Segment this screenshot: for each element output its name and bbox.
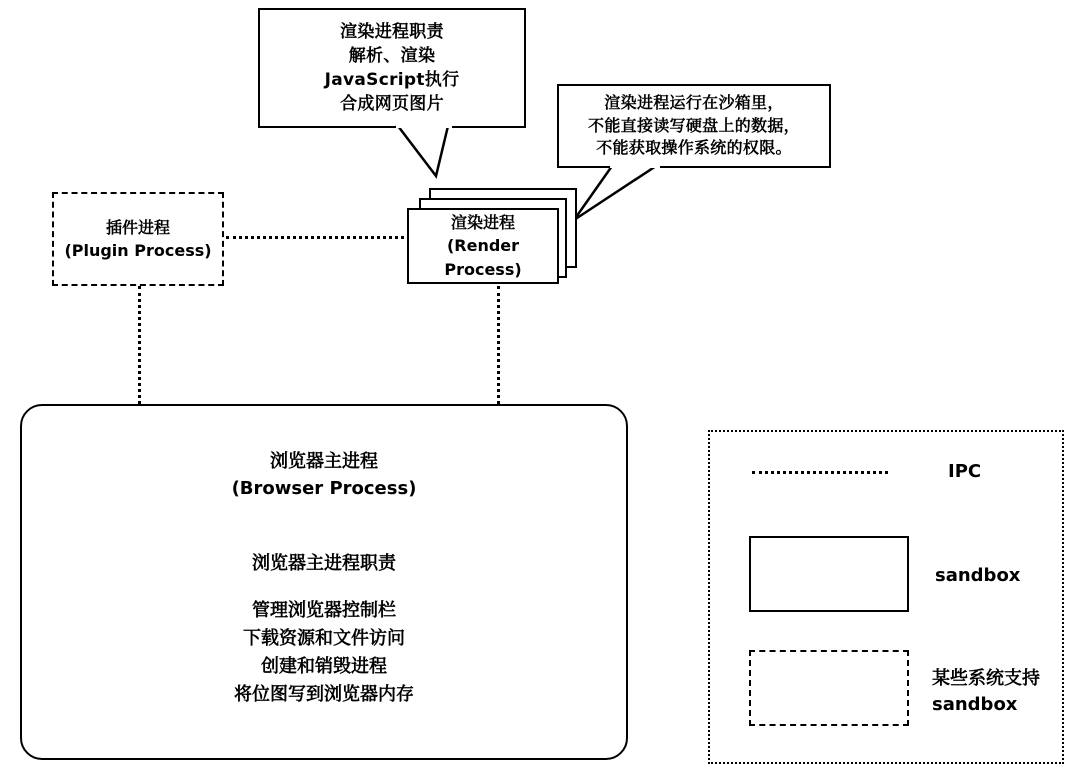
ipc-link-plugin-browser [138,286,141,404]
ipc-link-plugin-render [226,236,422,239]
node-plugin-process-line-2: (Plugin Process) [64,241,212,260]
callout-render-duty-line-4: 合成网页图片 [340,94,444,115]
legend-partial-sandbox-label-line-1: 某些系统支持 [932,668,1040,689]
browser-process-title-line-2: (Browser Process) [231,478,417,499]
callout-render-duty-line-1: 渲染进程职责 [340,21,444,42]
legend-partial-sandbox-label [932,666,1072,718]
legend-sandbox-label: sandbox [935,565,1021,586]
browser-process-duty-1: 管理浏览器控制栏 [252,600,396,621]
callout-render-duty-tail [396,124,456,180]
callout-sandbox-note [557,84,831,168]
legend-sandbox-symbol-solid-rect [749,536,909,612]
legend-ipc-label: IPC [948,461,982,482]
ipc-link-render-browser [497,286,500,404]
legend-partial-sandbox-label-line-2: sandbox [932,694,1018,716]
callout-sandbox-note-line-2: 不能直接读写硬盘上的数据， [588,115,800,135]
callout-render-duty [258,8,526,128]
legend-partial-sandbox-symbol-dashed-rect [749,650,909,726]
browser-process-duty-list [22,597,626,709]
browser-process-duty-4: 将位图写到浏览器内存 [234,683,414,705]
node-plugin-process[interactable] [52,192,224,286]
browser-process-section-heading: 浏览器主进程职责 [252,553,396,574]
browser-process-title-line-1: 浏览器主进程 [270,451,378,472]
callout-sandbox-note-line-1: 渲染进程运行在沙箱里， [604,92,784,112]
node-render-process-line-2: (Render Process) [444,236,522,279]
browser-process-title [22,448,626,502]
callout-sandbox-note-tail [570,164,660,226]
browser-process-duty-3: 创建和销毁进程 [261,655,387,677]
node-render-process-line-1: 渲染进程 [450,213,515,233]
legend-ipc-symbol-dotted-line [752,471,888,474]
callout-sandbox-note-line-3: 不能获取操作系统的权限。 [596,138,792,158]
callout-render-duty-line-3: JavaScript执行 [324,70,460,90]
node-render-process[interactable] [407,208,559,284]
node-plugin-process-line-1: 插件进程 [105,217,170,237]
callout-render-duty-line-2: 解析、渲染 [348,45,436,66]
browser-process-duty-2: 下载资源和文件访问 [243,627,405,649]
node-browser-process[interactable] [20,404,628,760]
